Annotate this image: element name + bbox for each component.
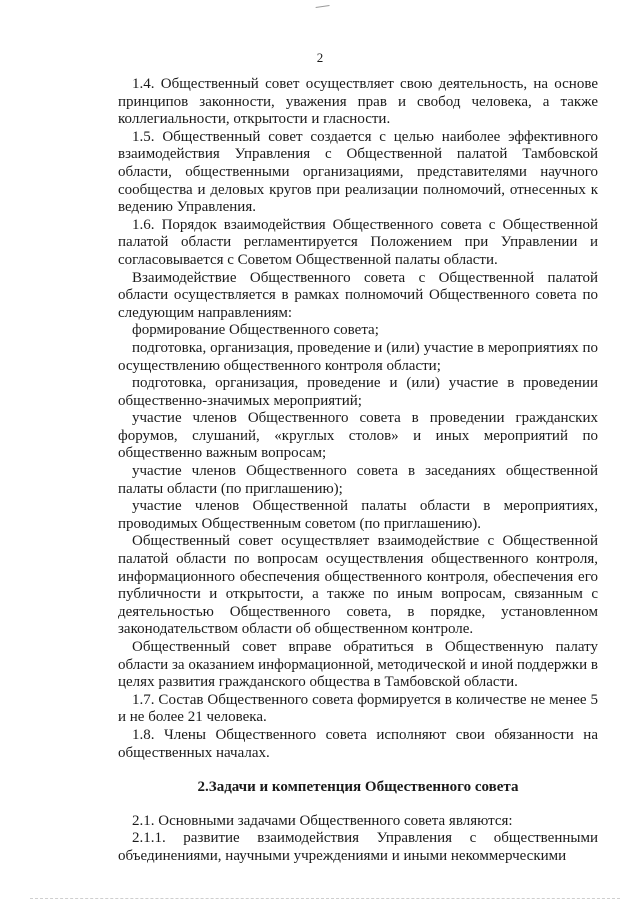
page-number: 2 [316, 50, 324, 65]
list-item: участие членов Общественного совета в заседаниях общественной палаты области (по приглашению); [118, 463, 598, 497]
scan-edge-noise [30, 898, 620, 901]
list-item: формирование Общественного совета; [132, 322, 379, 339]
list-item: участие членов Общественной палаты области в мероприятиях, проводимых Общественным советом (по приглашению). [118, 498, 598, 532]
paragraph-2-1: 2.1. Основными задачами Общественного совета являются: [132, 812, 513, 829]
paragraph-interaction-intro: Взаимодействие Общественного совета с Общественной палатой области осуществляется в рамках полномочий Общественного совета по следующим направлениям: [118, 269, 598, 321]
paragraph-support-request: Общественный совет вправе обратиться в Общественную палату области за оказанием информационной, методической и иной поддержки в целях развития гражданского общества в Тамбовской области. [118, 639, 598, 691]
paragraph-1-6: 1.6. Порядок взаимодействия Общественного совета с Общественной палатой области регламентируется Положением при Управлении и согласовывается с Советом Общественной палаты области. [118, 216, 598, 268]
section-heading: 2.Задачи и компетенция Общественного совета [197, 779, 519, 796]
paragraph-1-7: 1.7. Состав Общественного совета формируется в количестве не менее 5 и не более 21 человека. [118, 691, 598, 726]
scan-mark [316, 5, 331, 14]
paragraph-1-5: 1.5. Общественный совет создается с целью наиболее эффективного взаимодействия Управления с Общественной палатой Тамбовской области, общественными организациями, представителями научного сообщества и деловых кругов при реализации полномочий, отнесенных к ведению Управления. [118, 128, 598, 216]
paragraph-1-4: 1.4. Общественный совет осуществляет свою деятельность, на основе принципов законности, уважения прав и свобод человека, а также коллегиальности, открытости и гласности. [118, 76, 598, 128]
paragraph-1-8: 1.8. Члены Общественного совета исполняют свои обязанности на общественных началах. [118, 726, 598, 761]
list-item: участие членов Общественного совета в проведении гражданских форумов, слушаний, «круглых столов» и иных мероприятий по общественно важным вопросам; [118, 410, 598, 462]
list-item: подготовка, организация, проведение и (или) участие в проведении общественно-значимых мероприятий; [118, 375, 598, 409]
document-body [118, 76, 598, 866]
paragraph-interaction-scope: Общественный совет осуществляет взаимодействие с Общественной палатой области по вопросам осуществления общественного контроля, информационного обеспечения общественного контроля, обеспечения его публичности и открытости, а также по иным вопросам, связанным с деятельностью Общественного совета, в порядке, установленном законодательством области об общественном контроле. [118, 533, 598, 638]
paragraph-2-1-1: 2.1.1. развитие взаимодействия Управления с общественными объединениями, научными учреждениями и иными некоммерческими [118, 830, 598, 864]
list-item: подготовка, организация, проведение и (или) участие в мероприятиях по осуществлению общественного контроля области; [118, 339, 598, 374]
